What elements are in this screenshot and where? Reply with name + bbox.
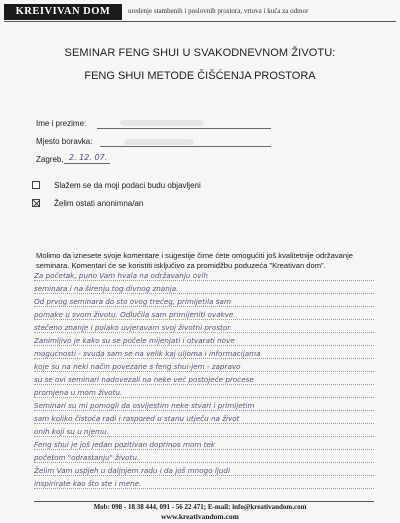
comment-text-line: Zanimljivo je kako su se počele mijenjati i otvarati nove [34, 336, 235, 345]
letterhead [4, 4, 396, 20]
comment-line [34, 397, 374, 398]
redacted-place [124, 139, 194, 145]
contact-info: Mob: 098 - 18 38 444, 091 - 56 22 471; E-mail: info@kreativandom.com [93, 503, 307, 511]
comment-line [34, 345, 374, 346]
name-line[interactable] [97, 128, 271, 129]
date-line[interactable] [64, 163, 110, 164]
seminar-subtitle: FENG SHUI METODE ČIŠĆENJA PROSTORA [84, 70, 316, 82]
comment-line [34, 319, 374, 320]
header-divider [4, 21, 396, 22]
comment-text-line: stečeno znanje i polako uvjeravam svoj životni prostor. [34, 323, 232, 332]
comment-text-line: pomake u svom životu. Odlučila sam primijeniti ovakve [34, 310, 234, 319]
comment-line [34, 332, 374, 333]
comment-line [34, 384, 374, 385]
footer-divider [34, 501, 374, 502]
publish-consent-checkbox[interactable] [32, 181, 40, 189]
comment-text-line: sam koliko čistoća radi i raspored u stanu utječu na život [34, 414, 240, 423]
comment-text-line: inspirirate kao što ste i mene. [34, 479, 142, 488]
comment-line [34, 449, 374, 450]
comment-line [34, 423, 374, 424]
comment-text-line: Feng shui je još jedan pozitivan doprinos mom tek [34, 440, 216, 449]
comment-text-line: Od prvog seminara do sto ovog trećeg, primijetila sam [34, 297, 231, 306]
comment-text-line: seminara i na širenju tog divnog znanja. [34, 284, 179, 293]
anonymous-label: Želim ostati anonimna/an [54, 199, 144, 208]
comment-text-line: Želim Vam uspjeh u daljnjem radu i da još mnogo ljudi [34, 466, 230, 475]
comment-text-line: koje su na neki način povezane s feng shui-jem - zapravo [34, 362, 241, 371]
comment-text-line: onih koji su u njemu. [34, 427, 109, 436]
name-label: Ime i prezime: [36, 119, 87, 128]
date-value: 2. 12. 07. [69, 153, 108, 162]
comment-text-line: početom "odrastanju" životu. [34, 453, 140, 462]
comment-line [34, 280, 374, 281]
comment-line [34, 293, 374, 294]
comment-line [34, 488, 374, 489]
comment-line [34, 475, 374, 476]
website-link[interactable]: www.kreativandom.com [161, 512, 239, 521]
instructions-text: Molimo da iznesete svoje komentare i sugestije čime ćete omogućiti još kvalitetnije održavanje seminara. Komentari će se koristiti isključivo za promidžbu poduzeća "Kreativan dom". [36, 251, 353, 270]
comment-line [34, 462, 374, 463]
comment-line [34, 358, 374, 359]
company-tagline: uredenje stambenih i poslovnih prostora, vrtova i kuća za odmor [128, 7, 309, 15]
place-label: Mjesto boravka: [36, 137, 93, 146]
comment-line [34, 410, 374, 411]
place-line[interactable] [100, 146, 271, 147]
comment-text-line: promjena u mom životu. [34, 388, 123, 397]
city-label: Zagreb, [36, 155, 64, 164]
comment-line [34, 306, 374, 307]
comment-text-line: Za početak, puno Vam hvala na održavanju ovih [34, 271, 208, 280]
comment-text-line: Seminari su mi pomogli da osvijestim neke stvari i primijetim [34, 401, 255, 410]
comment-line [34, 436, 374, 437]
company-logo: KREIVIVAN DOM [4, 4, 122, 20]
anonymous-checkbox[interactable] [32, 199, 40, 207]
publish-consent-label: Slažem se da moji podaci budu objavljeni [54, 181, 201, 190]
redacted-name [120, 120, 204, 126]
comment-line [34, 371, 374, 372]
seminar-title: SEMINAR FENG SHUI U SVAKODNEVNOM ŽIVOTU: [64, 47, 336, 59]
comment-text-line: mogućnosti - svuda sam se na velik kaj uljoma i informacijama [34, 349, 261, 358]
comment-text-line: su se ovi seminari nadovezali na neke već postojeće procese [34, 375, 254, 384]
